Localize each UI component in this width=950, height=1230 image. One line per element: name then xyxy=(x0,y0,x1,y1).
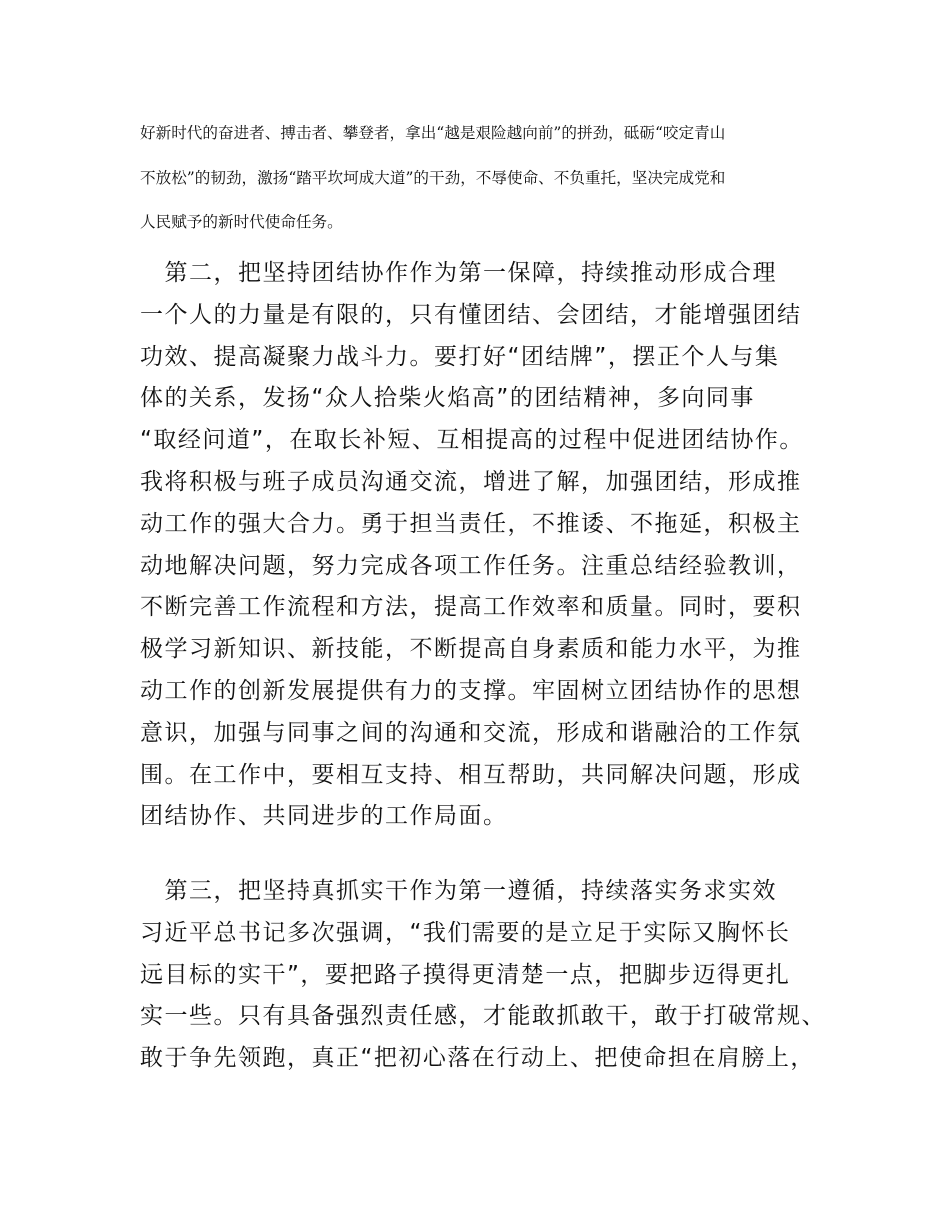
text-line: 动工作的强大合力。勇于担当责任，不推诿、不拖延，积极主 xyxy=(140,510,802,537)
text-line: 远目标的实干”，要把路子摸得更清楚一点，把脚步迈得更扎 xyxy=(140,961,791,988)
text-line: 第三，把坚持真抓实干作为第一遵循，持续落实务求实效 xyxy=(140,878,777,904)
text-line: 习近平总书记多次强调，“我们需要的是立足于实际又胸怀长 xyxy=(140,919,791,946)
text-line: 好新时代的奋进者、搏击者、攀登者，拿出“越是艰险越向前”的拼劲，砥砺“咬定青山 xyxy=(140,124,726,142)
text-line: 动工作的创新发展提供有力的支撑。牢固树立团结协作的思想 xyxy=(140,677,802,704)
text-line: 敢于争先领跑，真正“把初心落在行动上、把使命担在肩膀上， xyxy=(140,1045,815,1072)
text-line: 实一些。只有具备强烈责任感，才能敢抓敢干，敢于打破常规、 xyxy=(140,1003,826,1030)
text-line: 第二，把坚持团结协作作为第一保障，持续推动形成合理 xyxy=(140,260,777,286)
text-line: 围。在工作中，要相互支持、相互帮助，共同解决问题，形成 xyxy=(140,761,802,788)
text-line: 体的关系，发扬“众人拾柴火焰高”的团结精神，多向同事 xyxy=(140,385,755,412)
text-line: 不放松”的韧劲，激扬“踏平坎坷成大道”的干劲，不辱使命、不负重托，坚决完成党和 xyxy=(140,168,726,187)
text-line: 人民赋予的新时代使命任务。 xyxy=(140,213,343,232)
text-line: 我将积极与班子成员沟通交流，增进了解，加强团结，形成推 xyxy=(140,468,802,495)
paragraph-second-point xyxy=(140,262,830,847)
text-line: 一个人的力量是有限的，只有懂团结、会团结，才能增强团结 xyxy=(140,301,802,328)
text-line: 极学习新知识、新技能，不断提高自身素质和能力水平，为推 xyxy=(140,636,802,663)
text-line: 动地解决问题，努力完成各项工作任务。注重总结经验教训， xyxy=(140,552,802,579)
text-line: 意识，加强与同事之间的沟通和交流，形成和谐融洽的工作氛 xyxy=(140,719,802,746)
text-line: 功效、提高凝聚力战斗力。要打好“团结牌”，摆正个人与集 xyxy=(140,343,780,370)
text-line: 不断完善工作流程和方法，提高工作效率和质量。同时，要积 xyxy=(140,594,802,621)
text-line: “取经问道”，在取长补短、互相提高的过程中促进团结协作。 xyxy=(140,427,804,454)
text-line: 团结协作、共同进步的工作局面。 xyxy=(140,803,508,830)
paragraph-continuation xyxy=(140,126,820,260)
paragraph-third-point xyxy=(140,880,830,1089)
